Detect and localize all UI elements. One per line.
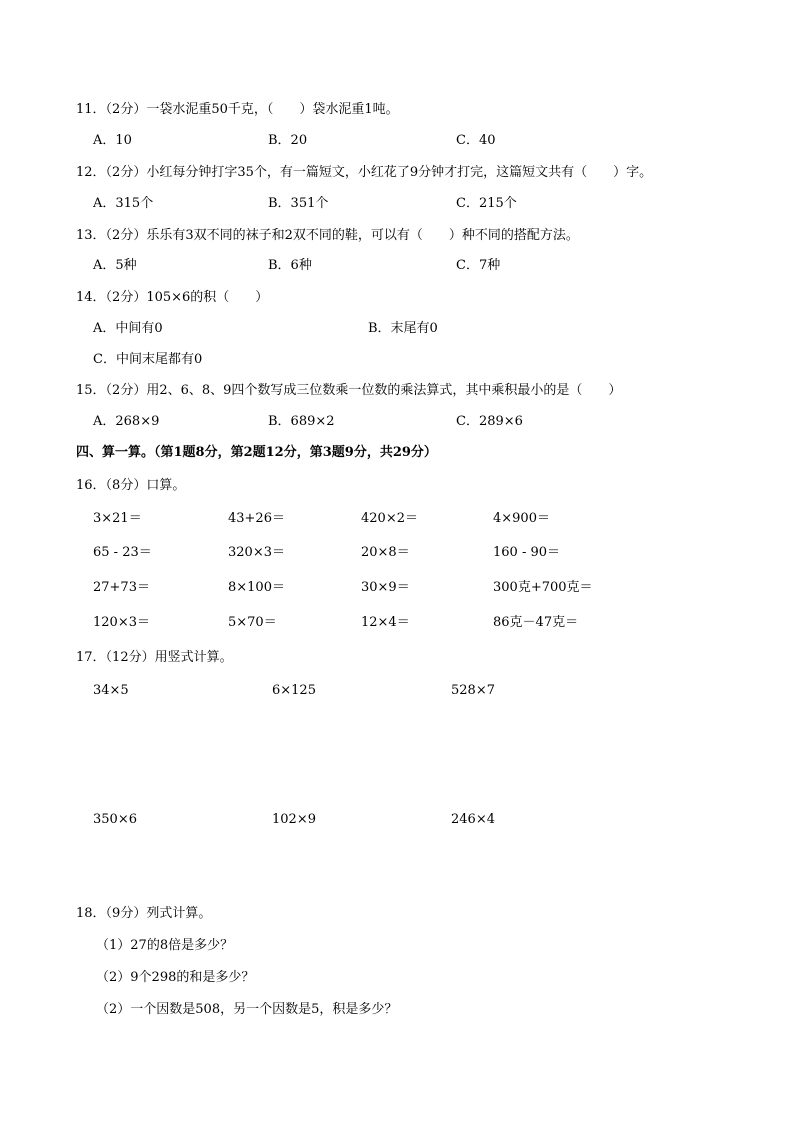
oral-calc-item: 120×3＝ [93,615,150,630]
q18-stem: 18．（9分）列式计算。 [76,906,212,921]
q14-option-b[interactable]: B．末尾有0 [368,321,438,336]
q15-option-c[interactable]: C．289×6 [456,414,523,429]
vertical-calc-item: 102×9 [272,812,316,827]
oral-calc-item: 12×4＝ [361,615,410,630]
q12-option-a[interactable]: A．315个 [93,196,154,211]
q13-option-a[interactable]: A．5种 [93,258,137,273]
q16-stem: 16．（8分）口算。 [76,478,186,493]
oral-calc-item: 30×9＝ [361,580,410,595]
q18-subquestion-3: （2）一个因数是508，另一个因数是5，积是多少？ [96,1002,398,1017]
q18-subquestion-2: （2）9个298的和是多少？ [96,970,255,985]
q14-option-a[interactable]: A．中间有0 [93,321,163,336]
q15-option-b[interactable]: B．689×2 [268,414,335,429]
vertical-calc-item: 246×4 [451,812,495,827]
q11-option-a[interactable]: A．10 [93,133,132,148]
q12-stem: 12．（2分）小红每分钟打字35个，有一篇短文，小红花了9分钟才打完，这篇短文共有（ ）字。 [76,165,653,180]
q13-option-c[interactable]: C．7种 [456,258,501,273]
q11-stem: 11．（2分）一袋水泥重50千克，（ ）袋水泥重1吨。 [76,102,399,117]
q18-subquestion-1: （1）27的8倍是多少？ [96,938,234,953]
vertical-calc-item: 6×125 [272,683,316,698]
q15-option-a[interactable]: A．268×9 [93,414,160,429]
q13-stem: 13．（2分）乐乐有3双不同的袜子和2双不同的鞋，可以有（ ）种不同的搭配方法。 [76,228,579,243]
oral-calc-item: 43+26＝ [228,511,285,526]
oral-calc-item: 5×70＝ [228,615,277,630]
oral-calc-item: 160 - 90＝ [493,545,561,560]
oral-calc-item: 300克+700克＝ [493,580,593,595]
q14-option-c[interactable]: C．中间末尾都有0 [93,352,203,367]
vertical-calc-item: 34×5 [93,683,129,698]
q13-option-b[interactable]: B．6种 [268,258,312,273]
vertical-calc-item: 350×6 [93,812,137,827]
oral-calc-item: 86克－47克＝ [493,615,579,630]
q12-option-b[interactable]: B．351个 [268,196,329,211]
q12-option-c[interactable]: C．215个 [456,196,517,211]
oral-calc-item: 3×21＝ [93,511,142,526]
oral-calc-item: 27+73＝ [93,580,150,595]
q11-option-c[interactable]: C．40 [456,133,496,148]
vertical-calc-item: 528×7 [451,683,495,698]
oral-calc-item: 8×100＝ [228,580,285,595]
oral-calc-item: 420×2＝ [361,511,418,526]
section-4-heading: 四、算一算。（第1题8分，第2题12分，第3题9分，共29分） [76,445,437,460]
q17-stem: 17．（12分）用竖式计算。 [76,650,233,665]
q14-stem: 14．（2分）105×6的积（ ） [76,290,269,305]
oral-calc-item: 4×900＝ [493,511,550,526]
oral-calc-item: 65 - 23＝ [93,545,152,560]
q15-stem: 15．（2分）用2、6、8、9四个数写成三位数乘一位数的乘法算式，其中乘积最小的是（ ） [76,383,622,398]
q11-option-b[interactable]: B．20 [268,133,308,148]
oral-calc-item: 20×8＝ [361,545,410,560]
oral-calc-item: 320×3＝ [228,545,285,560]
